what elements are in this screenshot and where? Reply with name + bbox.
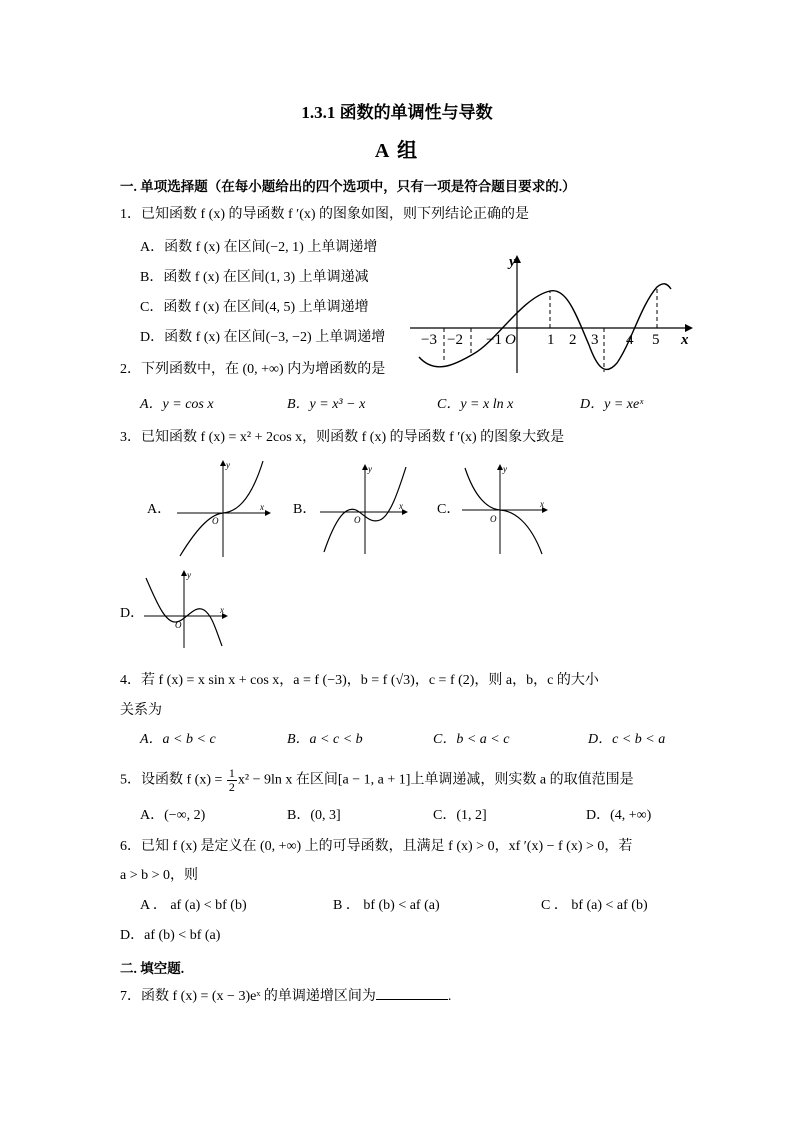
answer-blank[interactable] xyxy=(376,985,448,1000)
q3-graph-a xyxy=(175,458,275,558)
tick-label: −2 xyxy=(447,332,463,348)
q6-option-b: B ． bf (b) < af (a) xyxy=(333,898,440,913)
q6-option-d: D．af (b) < bf (a) xyxy=(120,928,221,943)
q6-option-c: C ． bf (a) < af (b) xyxy=(541,898,648,913)
q3-option-d-label: D． xyxy=(120,606,145,621)
q5-option-c: C．(1, 2] xyxy=(433,808,487,823)
q5-fraction-denominator: 2 xyxy=(228,780,235,794)
group-heading: A 组 xyxy=(374,140,420,162)
q6-option-a: A ． af (a) < bf (b) xyxy=(140,898,247,913)
q5-fraction xyxy=(227,767,237,794)
q2-option-c: C．y = x ln x xyxy=(437,397,514,412)
q3-graph-b xyxy=(318,462,413,557)
x-axis-arrow-icon xyxy=(685,324,693,332)
q5-stem-part-a: 5．设函数 f (x) = xyxy=(120,772,226,788)
tick-label: 1 xyxy=(547,332,555,348)
q4-option-d: D．c < b < a xyxy=(588,732,666,747)
question-6-stem-line1: 6．已知 f (x) 是定义在 (0, +∞) 上的可导函数，且满足 f (x) > 0，xf ′(x) − f (x) > 0，若 xyxy=(120,839,633,854)
q2-option-b: B．y = x³ − x xyxy=(287,397,366,412)
y-axis-label: y xyxy=(503,464,507,474)
q1-derivative-graph xyxy=(405,245,700,380)
y-axis-label: y xyxy=(509,254,516,270)
x-axis-arrow-icon xyxy=(265,510,271,516)
section-heading-choice: 一. 单项选择题（在每小题给出的四个选项中，只有一项是符合题目要求的.） xyxy=(120,179,576,194)
q1-option-d: D．函数 f (x) 在区间(−3, −2) 上单调递增 xyxy=(140,330,386,345)
q4-option-a: A．a < b < c xyxy=(140,732,216,747)
q3-option-c-label: C． xyxy=(437,502,461,517)
q4-option-b: B．a < c < b xyxy=(287,732,363,747)
x-axis-label: x xyxy=(540,499,544,509)
y-axis-label: y xyxy=(187,570,191,580)
question-3-stem: 3．已知函数 f (x) = x² + 2cos x，则函数 f (x) 的导函数 f ′(x) 的图象大致是 xyxy=(120,430,565,445)
question-1-stem: 1．已知函数 f (x) 的导函数 f ′(x) 的图象如图，则下列结论正确的是 xyxy=(120,207,530,222)
tick-label: −3 xyxy=(421,332,437,348)
q5-fraction-numerator: 1 xyxy=(228,766,235,780)
x-axis-label: x xyxy=(260,502,264,512)
q3-graph-d xyxy=(142,568,234,650)
question-7-stem: 7．函数 f (x) = (x − 3)eˣ 的单调递增区间为 xyxy=(120,989,376,1004)
q4-option-c: C．b < a < c xyxy=(433,732,510,747)
q1-option-b: B．函数 f (x) 在区间(1, 3) 上单调递减 xyxy=(140,270,369,285)
origin-label: O xyxy=(354,515,361,525)
question-7-tail: . xyxy=(447,989,452,1004)
q3-graph-c xyxy=(460,462,555,557)
section-heading-fill: 二. 填空题. xyxy=(120,961,185,976)
page-title: 1.3.1 函数的单调性与导数 xyxy=(301,103,493,122)
origin-label: O xyxy=(175,620,182,630)
origin-label: O xyxy=(212,516,219,526)
q5-option-a: A．(−∞, 2) xyxy=(140,808,206,823)
question-7 xyxy=(120,985,451,1007)
q5-option-b: B．(0, 3] xyxy=(287,808,341,823)
q5-stem-part-b: x² − 9ln x 在区间[a − 1, a + 1]上单调递减，则实数 a 的取值范围是 xyxy=(237,772,634,788)
tick-label: 2 xyxy=(569,332,577,348)
q3-option-a-label: A． xyxy=(147,502,172,517)
tick-label: 5 xyxy=(652,332,660,348)
question-4-stem-line1: 4．若 f (x) = x sin x + cos x，a = f (−3)，b = f (√3)，c = f (2)，则 a，b，c 的大小 xyxy=(120,673,599,688)
tick-label: 4 xyxy=(626,332,634,348)
tick-label: −1 xyxy=(486,332,502,348)
tick-label: 3 xyxy=(591,332,599,348)
graph-curve xyxy=(180,461,263,556)
q5-option-d: D．(4, +∞) xyxy=(586,808,652,823)
q1-option-c: C．函数 f (x) 在区间(4, 5) 上单调递增 xyxy=(140,300,369,315)
q2-option-d: D．y = xeˣ xyxy=(580,397,644,412)
question-4-stem-line2: 关系为 xyxy=(120,703,162,718)
q2-option-a: A．y = cos x xyxy=(140,397,214,412)
q1-option-a: A．函数 f (x) 在区间(−2, 1) 上单调递增 xyxy=(140,240,378,255)
origin-label: O xyxy=(490,514,497,524)
x-axis-label: x xyxy=(681,332,689,348)
origin-label: O xyxy=(505,332,516,348)
y-axis-label: y xyxy=(226,460,230,470)
q3-option-b-label: B． xyxy=(293,502,317,517)
derivative-curve xyxy=(419,284,671,370)
y-axis-label: y xyxy=(368,464,372,474)
question-5-stem xyxy=(120,767,634,794)
question-6-stem-line2: a > b > 0，则 xyxy=(120,868,199,883)
x-axis-label: x xyxy=(220,605,224,615)
graph-curve xyxy=(465,468,542,554)
question-2-stem: 2．下列函数中，在 (0, +∞) 内为增函数的是 xyxy=(120,362,386,377)
x-axis-label: x xyxy=(399,501,403,511)
